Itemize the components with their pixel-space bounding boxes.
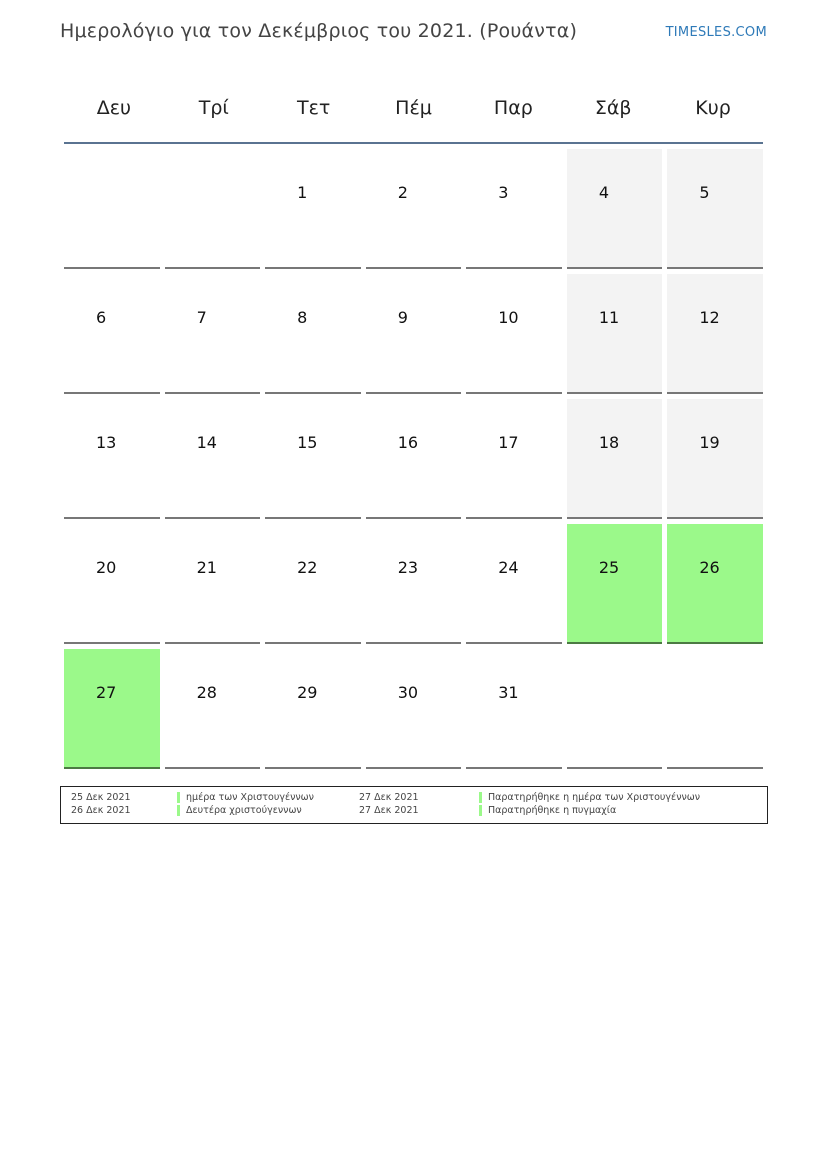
day-cell-26-holiday [667,524,763,644]
day-cell-13 [64,399,160,519]
day-cell-10 [466,274,562,394]
weekday-tue: Τρί [198,97,229,119]
day-number: 15 [297,433,318,452]
holiday-legend [60,786,768,824]
legend-date: 26 Δεκ 2021 [71,805,131,816]
empty-cell [667,649,763,769]
day-cell-12 [667,274,763,394]
weekday-sun: Κυρ [695,97,731,119]
day-number: 24 [498,558,519,577]
day-number: 13 [96,433,117,452]
empty-cell [165,149,261,269]
day-cell-7 [165,274,261,394]
day-number: 11 [598,308,620,327]
day-cell-11 [567,274,663,394]
day-number: 7 [196,308,207,327]
day-number: 10 [498,308,519,327]
day-number: 21 [196,558,217,577]
legend-holiday-name: Δευτέρα χριστούγεννων [177,805,302,816]
legend-holiday-name: ημέρα των Χριστουγέννων [177,792,314,803]
day-number: 26 [699,558,720,577]
day-number: 19 [699,433,720,452]
day-cell-1 [265,149,361,269]
day-number: 4 [598,183,609,202]
weekday-sat: Σάβ [594,97,632,119]
day-cell-15 [265,399,361,519]
legend-date: 27 Δεκ 2021 [359,792,419,803]
day-number: 30 [397,683,419,702]
day-number: 28 [196,683,217,702]
day-number: 29 [297,683,318,702]
calendar-grid [64,149,763,769]
day-cell-9 [366,274,462,394]
day-number: 25 [598,558,620,577]
legend-date: 27 Δεκ 2021 [359,805,419,816]
brand-link[interactable]: TIMESLES.COM [665,25,767,40]
day-cell-29 [265,649,361,769]
empty-cell [567,649,663,769]
day-number: 9 [397,308,408,327]
day-number: 12 [699,308,720,327]
day-number: 14 [196,433,217,452]
day-cell-20 [64,524,160,644]
day-cell-23 [366,524,462,644]
empty-cell [64,149,160,269]
day-cell-2 [366,149,462,269]
legend-date: 25 Δεκ 2021 [71,792,131,803]
day-number: 27 [96,683,117,702]
day-number: 18 [598,433,620,452]
weekday-thu: Πέμ [395,97,432,119]
day-cell-4 [567,149,663,269]
day-cell-14 [165,399,261,519]
legend-holiday-name: Παρατηρήθηκε η ημέρα των Χριστουγέννων [479,792,700,803]
day-number: 17 [498,433,519,452]
weekday-wed: Τετ [296,97,331,119]
day-number: 6 [96,308,107,327]
day-cell-28 [165,649,261,769]
day-cell-22 [265,524,361,644]
day-number: 5 [699,183,710,202]
day-number: 20 [96,558,117,577]
day-number: 2 [397,183,408,202]
day-number: 22 [297,558,318,577]
day-cell-5 [667,149,763,269]
day-number: 3 [498,183,509,202]
weekday-fri: Παρ [493,97,533,119]
day-number: 23 [397,558,419,577]
day-cell-16 [366,399,462,519]
day-cell-18 [567,399,663,519]
day-cell-25-holiday [567,524,663,644]
day-cell-21 [165,524,261,644]
legend-holiday-name: Παρατηρήθηκε η πυγμαχία [479,805,616,816]
day-cell-24 [466,524,562,644]
day-cell-27-holiday [64,649,160,769]
day-cell-31 [466,649,562,769]
day-cell-17 [466,399,562,519]
day-cell-19 [667,399,763,519]
day-number: 31 [498,683,519,702]
day-number: 16 [397,433,419,452]
weekday-mon: Δευ [96,97,132,119]
page-title: Ημερολόγιο για τον Δεκέμβριος του 2021. (Ρουάντα) [60,20,578,42]
day-number: 8 [297,308,308,327]
day-cell-3 [466,149,562,269]
day-cell-8 [265,274,361,394]
weekday-header [64,74,763,144]
day-number: 1 [297,183,308,202]
day-cell-6 [64,274,160,394]
day-cell-30 [366,649,462,769]
